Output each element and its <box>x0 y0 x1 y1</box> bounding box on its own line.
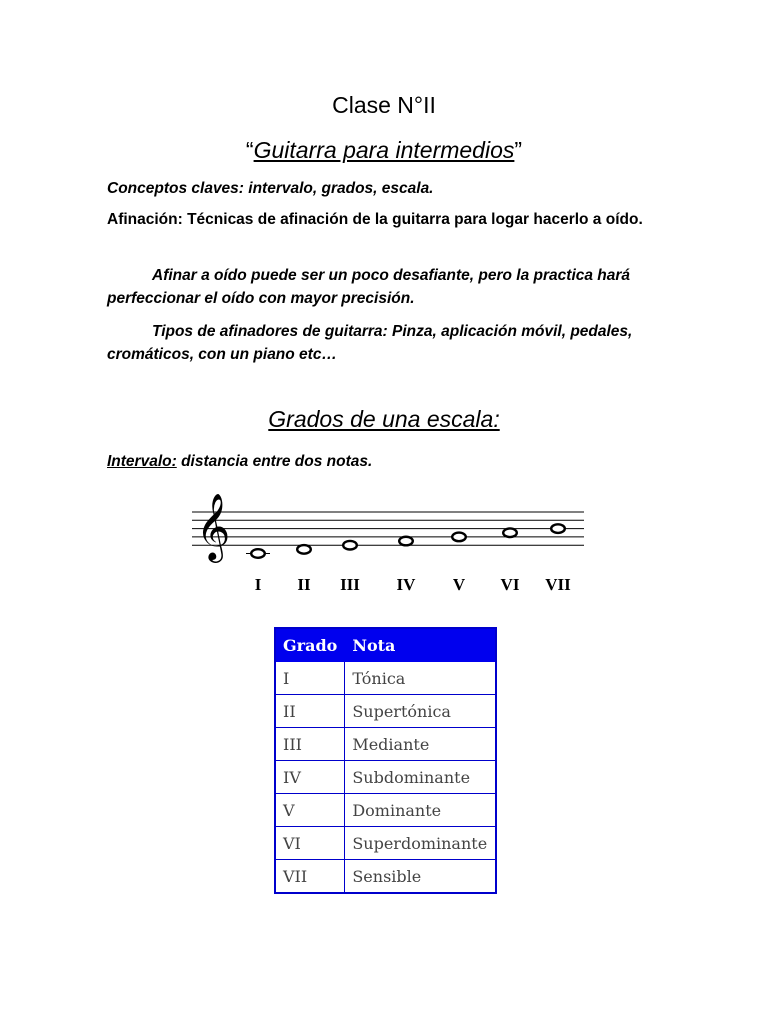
degree-label: VI <box>500 575 520 594</box>
table-cell-grado: III <box>275 728 345 761</box>
degree-label: V <box>452 575 466 594</box>
subtitle-text: Guitarra para intermedios <box>253 137 515 163</box>
grados-table <box>274 627 497 894</box>
tipos-paragraph: Tipos de afinadores de guitarra: Pinza, aplicación móvil, pedales, cromáticos, con un piano etc… <box>107 323 633 363</box>
staff-lines <box>192 512 584 545</box>
table-cell-nota: Superdominante <box>345 827 497 860</box>
afinar-paragraph: Afinar a oído puede ser un poco desafiante, pero la practica hará perfeccionar el oído con mayor precisión. <box>107 267 631 307</box>
conceptos-paragraph: Conceptos claves: intervalo, grados, escala. <box>107 180 434 197</box>
treble-clef-icon: 𝄞 <box>196 492 231 560</box>
intervalo-definition <box>107 450 667 473</box>
table-row <box>275 794 496 827</box>
table-header-grado: Grado <box>275 628 345 662</box>
table-cell-grado: I <box>275 662 345 695</box>
staff-degree-labels <box>255 575 571 594</box>
table-row <box>275 860 496 894</box>
table-cell-grado: II <box>275 695 345 728</box>
section-title: Grados de una escala: <box>268 406 500 432</box>
table-header-nota: Nota <box>345 628 497 662</box>
table-row <box>275 662 496 695</box>
table-cell-nota: Dominante <box>345 794 497 827</box>
table-row <box>275 695 496 728</box>
table-row <box>275 827 496 860</box>
subtitle-close-quote: ” <box>514 137 523 163</box>
table-cell-nota: Subdominante <box>345 761 497 794</box>
table-cell-nota: Tónica <box>345 662 497 695</box>
degree-label: II <box>297 575 311 594</box>
table-cell-grado: VI <box>275 827 345 860</box>
degree-label: III <box>340 575 360 594</box>
whole-note <box>343 541 357 550</box>
intervalo-text: distancia entre dos notas. <box>176 453 373 470</box>
degree-label: I <box>254 575 262 594</box>
table-cell-grado: V <box>275 794 345 827</box>
table-row <box>275 728 496 761</box>
table-cell-nota: Mediante <box>345 728 497 761</box>
whole-note <box>503 528 517 537</box>
degree-label: IV <box>396 575 416 594</box>
whole-note <box>297 545 311 554</box>
staff-notes <box>246 524 565 558</box>
whole-note <box>251 549 265 558</box>
table-cell-nota: Supertónica <box>345 695 497 728</box>
page-subtitle <box>0 137 768 164</box>
page-title: Clase N°II <box>332 92 436 118</box>
whole-note <box>452 533 466 542</box>
table-header-row <box>275 628 496 662</box>
table-cell-grado: IV <box>275 761 345 794</box>
whole-note <box>399 537 413 546</box>
music-staff <box>188 488 588 598</box>
intervalo-term: Intervalo: <box>107 453 177 470</box>
subtitle-open-quote: “ <box>245 137 254 163</box>
table-cell-nota: Sensible <box>345 860 497 894</box>
afinacion-paragraph: Afinación: Técnicas de afinación de la guitarra para logar hacerlo a oído. <box>107 211 643 228</box>
table-row <box>275 761 496 794</box>
whole-note <box>551 524 565 533</box>
table-cell-grado: VII <box>275 860 345 894</box>
degree-label: VII <box>545 575 571 594</box>
